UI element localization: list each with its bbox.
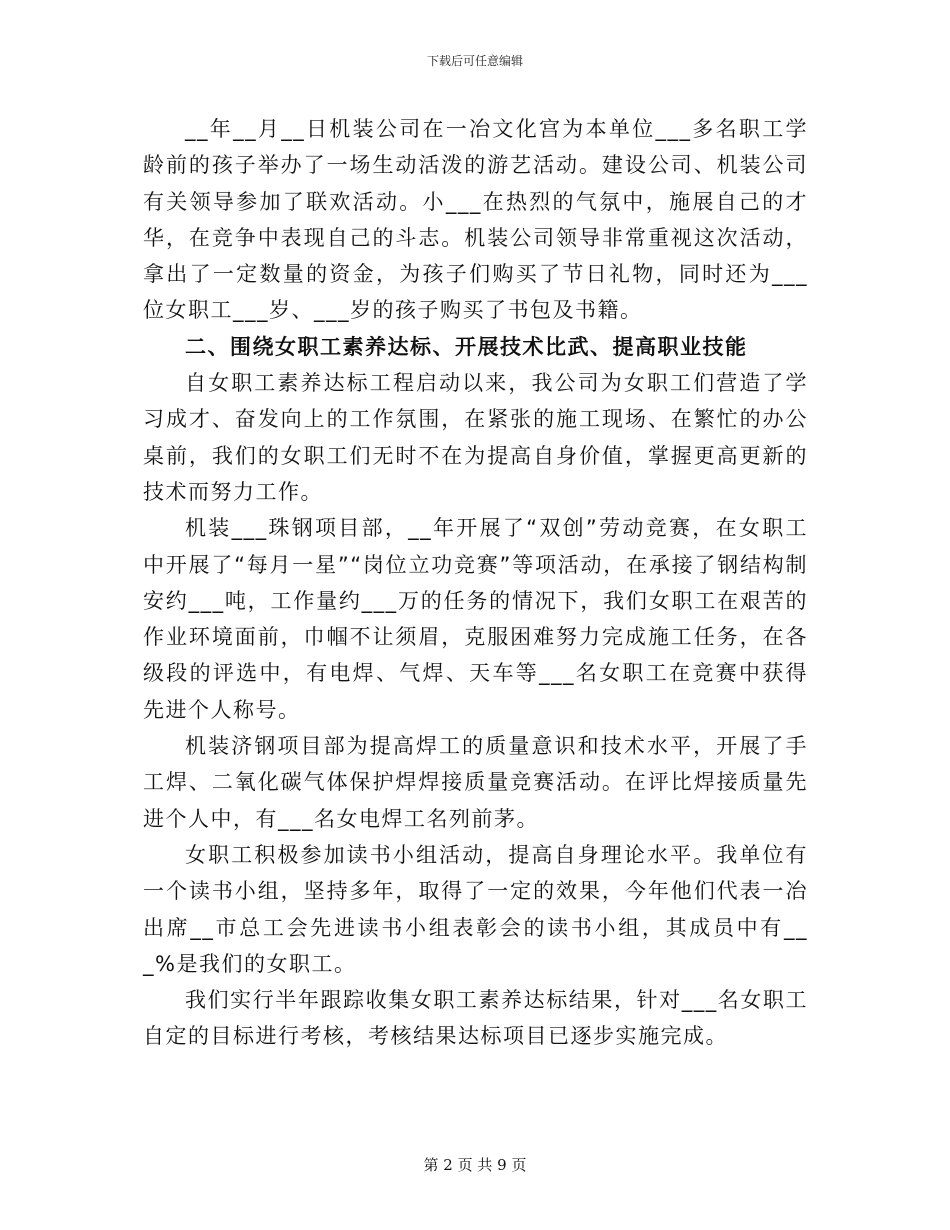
paragraph-assessment: 我们实行半年跟踪收集女职工素养达标结果，针对___名女职工自定的目标进行考核，考核结果达标项目已逐步实施完成。 [143,988,808,1049]
page-header: 下载后可任意编辑 [426,54,523,68]
page-number: 第 2 页 共 9 页 [423,1156,527,1174]
paragraph-zhugang: 机装___珠钢项目部，__年开展了“双创”劳动竞赛，在女职工中开展了“每月一星”“岗位立功竞赛”等项活动，在承接了钢结构制安约___吨，工作量约___万的任务的情况下，我们女职工在艰苦的作业环境面前，巾帼不让须眉，克服困难努力完成施工任务，在各级段的评选中，有电焊、气焊、天车等___名女职工在竞赛中获得先进个人称号。 [143,516,808,722]
paragraph-jigang: 机装济钢项目部为提高焊工的质量意识和技术水平，开展了手工焊、二氧化碳气体保护焊焊接质量竞赛活动。在评比焊接质量先进个人中，有___名女电焊工名列前茅。 [143,734,808,831]
paragraph-intro: 自女职工素养达标工程启动以来，我公司为女职工们营造了学习成才、奋发向上的工作氛围，在紧张的施工现场、在繁忙的办公桌前，我们的女职工们无时不在为提高自身价值，掌握更高更新的技术而努力工作。 [143,371,808,504]
document-body [143,111,808,1055]
paragraph-reading-group: 女职工积极参加读书小组活动，提高自身理论水平。我单位有一个读书小组，坚持多年，取得了一定的效果，今年他们代表一冶出席__市总工会先进读书小组表彰会的读书小组，其成员中有___%是我们的女职工。 [143,842,808,976]
section-heading: 二、围绕女职工素养达标、开展技术比武、提高职业技能 [185,334,748,359]
paragraph-activity: __年__月__日机装公司在一冶文化宫为本单位___多名职工学龄前的孩子举办了一场生动活泼的游艺活动。建设公司、机装公司有关领导参加了联欢活动。小___在热烈的气氛中，施展自己的才华，在竞争中表现自己的斗志。机装公司领导非常重视这次活动，拿出了一定数量的资金，为孩子们购买了节日礼物，同时还为___位女职工___岁、___岁的孩子购买了书包及书籍。 [143,117,808,323]
